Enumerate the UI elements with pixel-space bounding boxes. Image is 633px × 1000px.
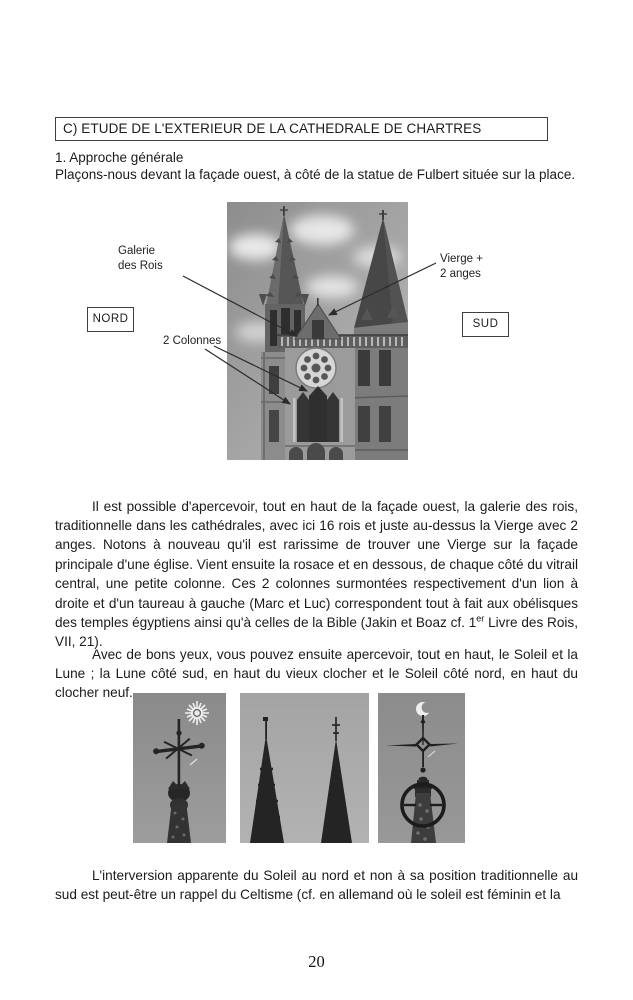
spires-figure bbox=[0, 693, 633, 843]
facade-figure bbox=[0, 195, 633, 480]
intro-text: Plaçons-nous devant la façade ouest, à côté de la statue de Fulbert située sur la place. bbox=[55, 167, 576, 182]
small-column-north bbox=[293, 398, 296, 442]
small-column-south bbox=[341, 398, 344, 442]
label-galerie-des-rois: Galerie des Rois bbox=[118, 245, 163, 272]
page-title: C) ETUDE DE L'EXTERIEUR DE LA CATHEDRALE DE CHARTRES bbox=[63, 121, 482, 136]
sun-spire-photo bbox=[133, 693, 226, 843]
label-2-colonnes: 2 Colonnes bbox=[163, 335, 222, 347]
paragraph-3: L'interversion apparente du Soleil au nord et non à sa position traditionnelle au sud est peut-être un rappel du Celtisme (cf. en allemand où le soleil est féminin et la bbox=[55, 867, 578, 902]
title-box bbox=[55, 117, 548, 141]
facade-photo bbox=[227, 202, 408, 460]
paragraph-2: Avec de bons yeux, vous pouvez ensuite apercevoir, tout en haut, le Soleil et la Lune ; la Lune côté sud, en haut du vieux clocher et le Soleil côté nord, en haut du clocher neuf. bbox=[55, 646, 578, 701]
sud-box: SUD bbox=[462, 312, 509, 337]
label-vierge-2-anges: Vierge + 2 anges bbox=[440, 253, 483, 280]
moon-spire-photo bbox=[378, 693, 465, 843]
rose-window bbox=[296, 348, 336, 388]
paragraph-1: Il est possible d'apercevoir, tout en haut de la façade ouest, la galerie des rois, traditionnelle dans les cathédrales, avec ici 16 rois et juste au-dessus la Vierge avec 2 anges. Notons à nouveau qu'il est rarissime de trouver une Vierge sur la façade principale d'une église. Vient ensuite la rosace et en dessous, de chaque côté du vitrail central, une petite colonne. Ces 2 colonnes surmontées respectivement d'un lion à droite et d'un taureau à gauche (Marc et Luc) correspondent tout à fait aux obélisques des temples égyptiens ainsi qu'à celles de la Bible (Jakin et Boaz cf. 1er Livre des Rois, VII, 21). bbox=[55, 498, 578, 650]
two-spires-photo bbox=[240, 693, 369, 843]
superscript-er: er bbox=[476, 613, 485, 624]
section-heading: 1. Approche générale bbox=[55, 150, 184, 165]
page-number: 20 bbox=[308, 952, 325, 971]
nord-box: NORD bbox=[87, 307, 134, 332]
